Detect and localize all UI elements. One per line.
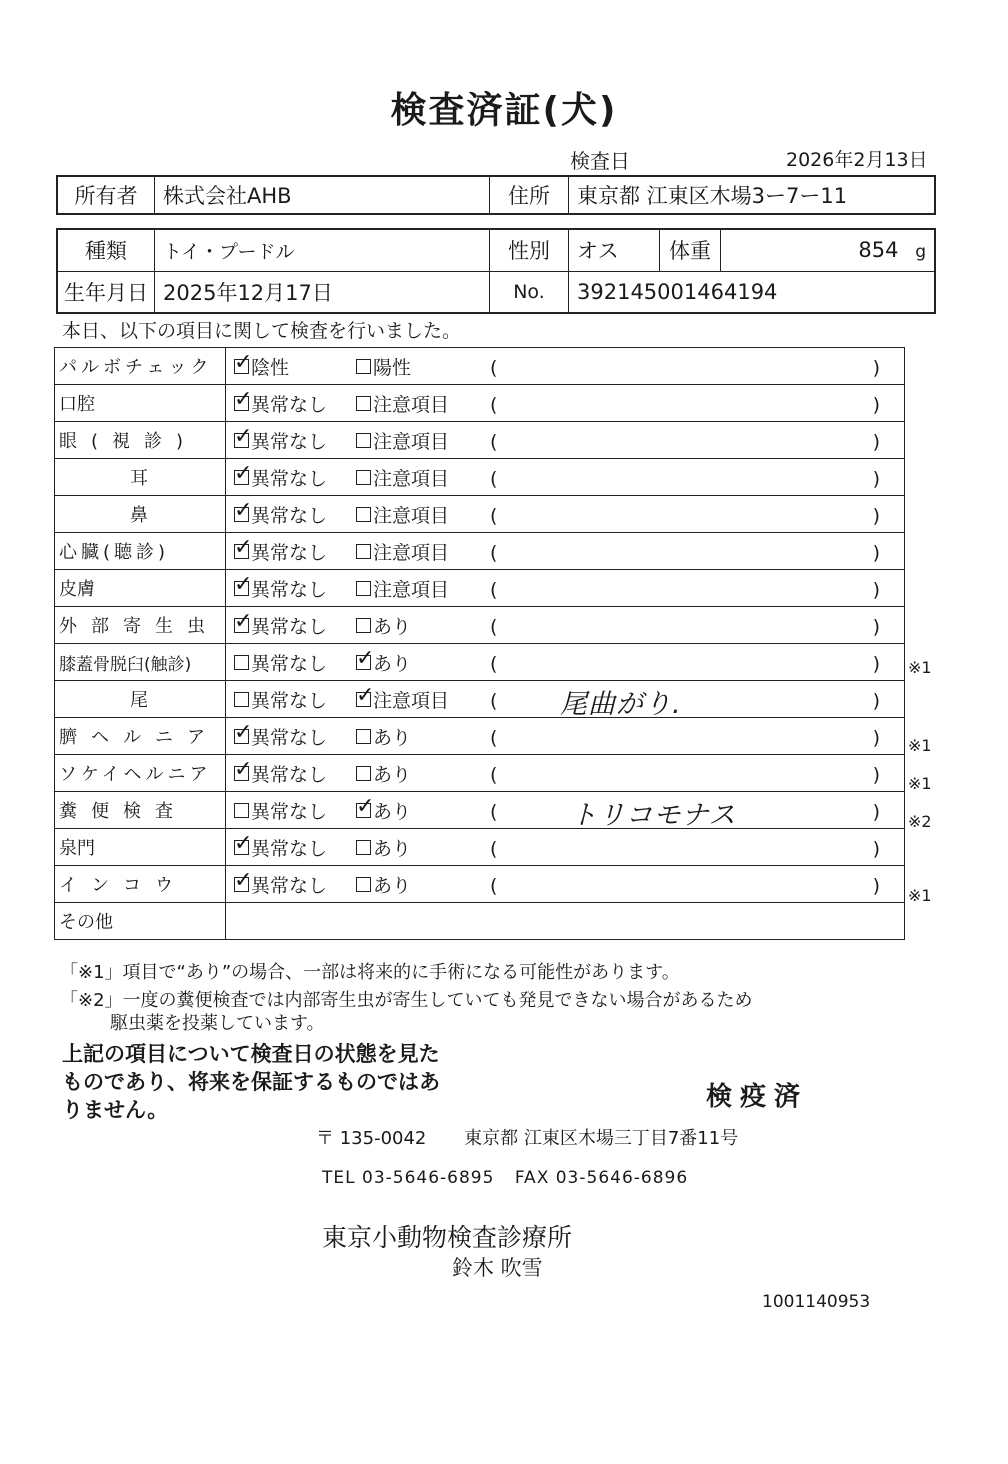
option-normal[interactable]	[234, 534, 364, 565]
item-name	[59, 723, 219, 749]
item-name	[59, 797, 219, 823]
inspection-row	[55, 385, 905, 422]
item-result-cell	[226, 866, 905, 903]
option-label: 異常なし	[251, 430, 328, 453]
option-label: 異常なし	[251, 726, 328, 749]
item-result-cell	[226, 385, 905, 422]
item-name-cell	[55, 718, 226, 755]
inspection-row	[55, 903, 905, 940]
paren-close: )	[872, 615, 880, 638]
option-label: 異常なし	[251, 874, 328, 897]
check-mark-icon: ✓	[234, 497, 253, 523]
checkbox[interactable]	[356, 793, 375, 819]
remarks-field[interactable]	[490, 468, 880, 490]
remarks-field[interactable]	[490, 764, 880, 786]
item-name-text: 糞便検査	[59, 801, 187, 822]
owner-table	[56, 175, 936, 215]
inspection-row	[55, 607, 905, 644]
option-label: 異常なし	[251, 393, 328, 416]
option-attention[interactable]	[356, 575, 490, 602]
checkbox[interactable]	[234, 655, 249, 670]
inspection-row	[55, 496, 905, 533]
item-name-cell	[55, 385, 226, 422]
option-normal[interactable]	[234, 386, 364, 417]
option-label: あり	[373, 800, 412, 823]
option-normal[interactable]	[234, 349, 364, 380]
item-result-cell	[226, 348, 905, 385]
option-attention[interactable]	[356, 793, 490, 824]
item-name-text: 耳	[130, 468, 148, 489]
item-name-text: インコウ	[59, 875, 187, 896]
checkbox[interactable]	[234, 386, 253, 412]
paren-open: (	[490, 837, 498, 860]
option-label: 陰性	[251, 356, 290, 379]
paren-open: (	[490, 763, 498, 786]
paren-open: (	[490, 541, 498, 564]
disclaimer: 上記の項目について検査日の状態を見たものであり、将来を保証するものではありません。	[62, 1042, 440, 1122]
owner-label: 所有者	[57, 176, 155, 214]
option-label: 注意項目	[373, 689, 450, 712]
checkbox[interactable]	[356, 682, 375, 708]
option-normal[interactable]	[234, 756, 364, 787]
item-name	[59, 686, 219, 712]
remarks-field[interactable]	[490, 357, 880, 379]
item-result-cell	[226, 533, 905, 570]
paren-open: (	[490, 430, 498, 453]
item-result-cell	[226, 829, 905, 866]
inspection-row	[55, 570, 905, 607]
paren-close: )	[872, 393, 880, 416]
option-attention[interactable]	[356, 501, 490, 528]
item-name-text: 膝蓋骨脱臼(触診)	[59, 654, 192, 675]
checkbox[interactable]	[234, 608, 253, 634]
paren-close: )	[872, 541, 880, 564]
item-name-cell	[55, 459, 226, 496]
option-label: 異常なし	[251, 800, 328, 823]
footnote-1: 「※1」項目で“あり”の場合、一部は将来的に手術になる可能性があります。	[60, 962, 680, 983]
item-name-cell	[55, 644, 226, 681]
item-name-cell	[55, 792, 226, 829]
paren-close: )	[872, 689, 880, 712]
check-mark-icon: ✓	[234, 386, 253, 412]
checkbox[interactable]	[234, 867, 253, 893]
checkbox[interactable]	[356, 581, 371, 596]
item-name-text: 臍ヘルニア	[59, 727, 219, 748]
option-attention[interactable]	[356, 427, 490, 454]
inspector-name: 鈴木 吹雪	[452, 1256, 543, 1280]
address-label: 住所	[490, 176, 569, 214]
option-attention[interactable]	[356, 464, 490, 491]
option-normal[interactable]	[234, 608, 364, 639]
footnote-marker: ※1	[908, 774, 932, 793]
item-result-cell	[226, 570, 905, 607]
option-normal[interactable]	[234, 830, 364, 861]
inspection-row	[55, 792, 905, 829]
paren-open: (	[490, 356, 498, 379]
option-label: 異常なし	[251, 541, 328, 564]
item-name	[59, 575, 219, 601]
inspection-row	[55, 829, 905, 866]
item-name	[59, 390, 219, 416]
weight-cell	[721, 229, 936, 271]
sex-value: オス	[569, 229, 660, 271]
checkbox[interactable]	[234, 460, 253, 486]
check-mark-icon: ✓	[356, 793, 375, 819]
item-name-cell	[55, 422, 226, 459]
paren-open: (	[490, 652, 498, 675]
paren-close: )	[872, 837, 880, 860]
paren-open: (	[490, 874, 498, 897]
option-attention[interactable]	[356, 390, 490, 417]
option-label: 異常なし	[251, 763, 328, 786]
item-result-cell	[226, 496, 905, 533]
option-normal[interactable]	[234, 460, 364, 491]
remarks-field[interactable]	[490, 688, 880, 720]
checkbox[interactable]	[234, 719, 253, 745]
option-label: 注意項目	[373, 541, 450, 564]
item-result-cell	[226, 792, 905, 829]
paren-open: (	[490, 467, 498, 490]
item-name	[59, 760, 219, 786]
option-label: 異常なし	[251, 467, 328, 490]
item-result-cell	[226, 422, 905, 459]
paren-open: (	[490, 800, 498, 823]
option-attention[interactable]	[356, 353, 490, 380]
intro-text: 本日、以下の項目に関して検査を行いました。	[62, 320, 462, 342]
inspection-row	[55, 644, 905, 681]
option-attention[interactable]	[356, 871, 490, 898]
item-name-text: その他	[59, 912, 113, 933]
item-name	[59, 834, 219, 860]
option-normal[interactable]	[234, 649, 364, 676]
check-mark-icon: ✓	[234, 349, 253, 375]
fax-number: FAX 03-5646-6896	[514, 1168, 689, 1188]
option-label: あり	[373, 837, 412, 860]
footnote-marker: ※1	[908, 886, 932, 905]
item-name	[59, 650, 219, 675]
check-mark-icon: ✓	[234, 534, 253, 560]
checkbox[interactable]	[356, 433, 371, 448]
option-attention[interactable]	[356, 645, 490, 676]
remarks-field[interactable]	[490, 838, 880, 860]
check-mark-icon: ✓	[234, 719, 253, 745]
clinic-address-line	[316, 1124, 738, 1150]
clinic-address: 東京都 江東区木場三丁目7番11号	[464, 1128, 739, 1149]
checkbox[interactable]	[356, 840, 371, 855]
check-mark-icon: ✓	[234, 423, 253, 449]
tel-number: TEL 03-5646-6895	[322, 1168, 495, 1188]
item-name-cell	[55, 348, 226, 385]
kind-value: トイ・プードル	[155, 229, 490, 271]
option-label: 異常なし	[251, 837, 328, 860]
checkbox[interactable]	[234, 349, 253, 375]
option-attention[interactable]	[356, 723, 490, 750]
inspection-row	[55, 718, 905, 755]
inspection-row	[55, 422, 905, 459]
item-name-cell	[55, 903, 226, 940]
checkbox[interactable]	[356, 766, 371, 781]
option-attention[interactable]	[356, 760, 490, 787]
option-label: あり	[373, 652, 412, 675]
item-name-cell	[55, 533, 226, 570]
item-name-cell	[55, 607, 226, 644]
item-name-text: 泉門	[59, 838, 95, 859]
remarks-field[interactable]	[490, 653, 880, 675]
option-normal[interactable]	[234, 797, 364, 824]
kind-label: 種類	[57, 229, 155, 271]
inspection-table	[54, 347, 905, 940]
remarks-field[interactable]	[490, 431, 880, 453]
paren-close: )	[872, 652, 880, 675]
owner-value: 株式会社AHB	[155, 176, 490, 214]
sex-label: 性別	[490, 229, 569, 271]
paren-open: (	[490, 726, 498, 749]
option-normal[interactable]	[234, 867, 364, 898]
paren-open: (	[490, 578, 498, 601]
option-label: 異常なし	[251, 615, 328, 638]
item-name-text: 心臓(聴診)	[59, 542, 170, 563]
option-label: 注意項目	[373, 467, 450, 490]
check-mark-icon: ✓	[234, 571, 253, 597]
check-mark-icon: ✓	[234, 830, 253, 856]
checkbox[interactable]	[356, 729, 371, 744]
inspection-row	[55, 533, 905, 570]
checkbox[interactable]	[356, 618, 371, 633]
item-name	[59, 538, 219, 564]
item-name	[59, 612, 219, 638]
item-name	[59, 501, 219, 527]
inspection-row	[55, 866, 905, 903]
remarks-field[interactable]	[490, 579, 880, 601]
checkbox[interactable]	[356, 507, 371, 522]
option-normal[interactable]	[234, 571, 364, 602]
footnote-marker: ※1	[908, 736, 932, 755]
contact-line	[322, 1168, 688, 1188]
item-name-text: パルボチェック	[59, 357, 213, 378]
check-mark-icon: ✓	[234, 867, 253, 893]
footnote-marker: ※1	[908, 658, 932, 677]
remarks-field[interactable]	[490, 542, 880, 564]
item-name-cell	[55, 755, 226, 792]
paren-close: )	[872, 430, 880, 453]
item-result-cell	[226, 681, 905, 718]
item-name-text: 口腔	[59, 394, 95, 415]
checkbox[interactable]	[356, 877, 371, 892]
item-name-cell	[55, 496, 226, 533]
document-title: 検査済証(犬)	[390, 90, 618, 131]
item-name-cell	[55, 829, 226, 866]
item-name	[59, 427, 219, 453]
checkbox[interactable]	[356, 645, 375, 671]
paren-close: )	[872, 874, 880, 897]
check-mark-icon: ✓	[234, 460, 253, 486]
paren-close: )	[872, 578, 880, 601]
option-attention[interactable]	[356, 682, 490, 713]
item-name-text: 眼(視診)	[59, 431, 198, 452]
no-value: 392145001464194	[569, 271, 936, 313]
no-label: No.	[490, 271, 569, 313]
paren-open: (	[490, 615, 498, 638]
check-mark-icon: ✓	[234, 608, 253, 634]
item-name-text: 鼻	[130, 505, 148, 526]
exam-date-label: 検査日	[570, 149, 630, 173]
option-attention[interactable]	[356, 538, 490, 565]
option-label: 陽性	[373, 356, 412, 379]
item-name-text: 皮膚	[59, 579, 95, 600]
check-mark-icon: ✓	[356, 645, 375, 671]
clinic-name: 東京小動物検査診療所	[322, 1223, 573, 1252]
option-normal[interactable]	[234, 423, 364, 454]
checkbox[interactable]	[234, 830, 253, 856]
item-result-cell	[226, 644, 905, 681]
checkbox[interactable]	[234, 497, 253, 523]
option-label: あり	[373, 726, 412, 749]
item-name-cell	[55, 866, 226, 903]
item-result-cell	[226, 755, 905, 792]
paren-close: )	[872, 726, 880, 749]
checkbox[interactable]	[234, 756, 253, 782]
quarantine-stamp: 検疫済	[706, 1082, 809, 1112]
remarks-field[interactable]	[490, 727, 880, 749]
serial-number: 1001140953	[762, 1292, 871, 1312]
item-name	[59, 464, 219, 490]
checkbox[interactable]	[234, 692, 249, 707]
inspection-row	[55, 681, 905, 718]
pet-table	[56, 228, 936, 314]
checkbox[interactable]	[356, 470, 371, 485]
remarks-field[interactable]	[490, 875, 880, 897]
paren-close: )	[872, 763, 880, 786]
item-result-cell	[226, 459, 905, 496]
remarks-field[interactable]	[490, 799, 880, 831]
postal-code: 〒 135-0042	[316, 1128, 427, 1149]
item-name	[59, 908, 219, 934]
option-label: 異常なし	[251, 578, 328, 601]
item-name-cell	[55, 681, 226, 718]
inspection-row	[55, 755, 905, 792]
handwritten-remark: 尾曲がり.	[560, 688, 682, 720]
checkbox[interactable]	[356, 544, 371, 559]
paren-close: )	[872, 467, 880, 490]
option-normal[interactable]	[234, 686, 364, 713]
birth-label: 生年月日	[57, 271, 155, 313]
option-attention[interactable]	[356, 834, 490, 861]
option-label: 注意項目	[373, 504, 450, 527]
item-result-cell	[226, 718, 905, 755]
option-label: 異常なし	[251, 504, 328, 527]
option-label: あり	[373, 615, 412, 638]
handwritten-remark: トリコモナス	[570, 799, 737, 831]
item-result-cell	[226, 903, 905, 940]
remarks-field[interactable]	[490, 505, 880, 527]
checkbox[interactable]	[234, 534, 253, 560]
option-attention[interactable]	[356, 612, 490, 639]
option-label: 異常なし	[251, 689, 328, 712]
checkbox[interactable]	[356, 359, 371, 374]
checkbox[interactable]	[234, 423, 253, 449]
option-normal[interactable]	[234, 497, 364, 528]
paren-open: (	[490, 393, 498, 416]
checkbox[interactable]	[234, 803, 249, 818]
item-result-cell	[226, 607, 905, 644]
option-label: 異常なし	[251, 652, 328, 675]
item-name	[59, 871, 219, 897]
check-mark-icon: ✓	[356, 682, 375, 708]
item-name-cell	[55, 570, 226, 607]
inspection-row	[55, 459, 905, 496]
paren-open: (	[490, 504, 498, 527]
option-label: 注意項目	[373, 430, 450, 453]
item-name-text: 尾	[130, 690, 148, 711]
address-value: 東京都 江東区木場3ー7ー11	[569, 176, 936, 214]
checkbox[interactable]	[234, 571, 253, 597]
check-mark-icon: ✓	[234, 756, 253, 782]
footnote-marker: ※2	[908, 812, 932, 831]
paren-close: )	[872, 800, 880, 823]
weight-label: 体重	[660, 229, 721, 271]
option-label: あり	[373, 763, 412, 786]
option-label: 注意項目	[373, 393, 450, 416]
inspection-row	[55, 348, 905, 385]
weight-value: 854	[858, 238, 899, 263]
item-name	[59, 353, 219, 379]
weight-unit: g	[915, 242, 926, 263]
paren-close: )	[872, 504, 880, 527]
remarks-field[interactable]	[490, 616, 880, 638]
option-normal[interactable]	[234, 719, 364, 750]
remarks-field[interactable]	[490, 394, 880, 416]
exam-date: 2026年2月13日	[786, 149, 928, 171]
option-label: あり	[373, 874, 412, 897]
paren-close: )	[872, 356, 880, 379]
footnote-2-line1: 「※2」一度の糞便検査では内部寄生虫が寄生していても発見できない場合があるため	[60, 990, 753, 1011]
option-label: 注意項目	[373, 578, 450, 601]
item-name-text: ソケイヘルニア	[59, 764, 212, 785]
birth-value: 2025年12月17日	[155, 271, 490, 313]
footnote-2-line2: 駆虫薬を投薬しています。	[110, 1013, 325, 1034]
checkbox[interactable]	[356, 396, 371, 411]
item-name-text: 外部寄生虫	[59, 616, 219, 637]
paren-open: (	[490, 689, 498, 712]
